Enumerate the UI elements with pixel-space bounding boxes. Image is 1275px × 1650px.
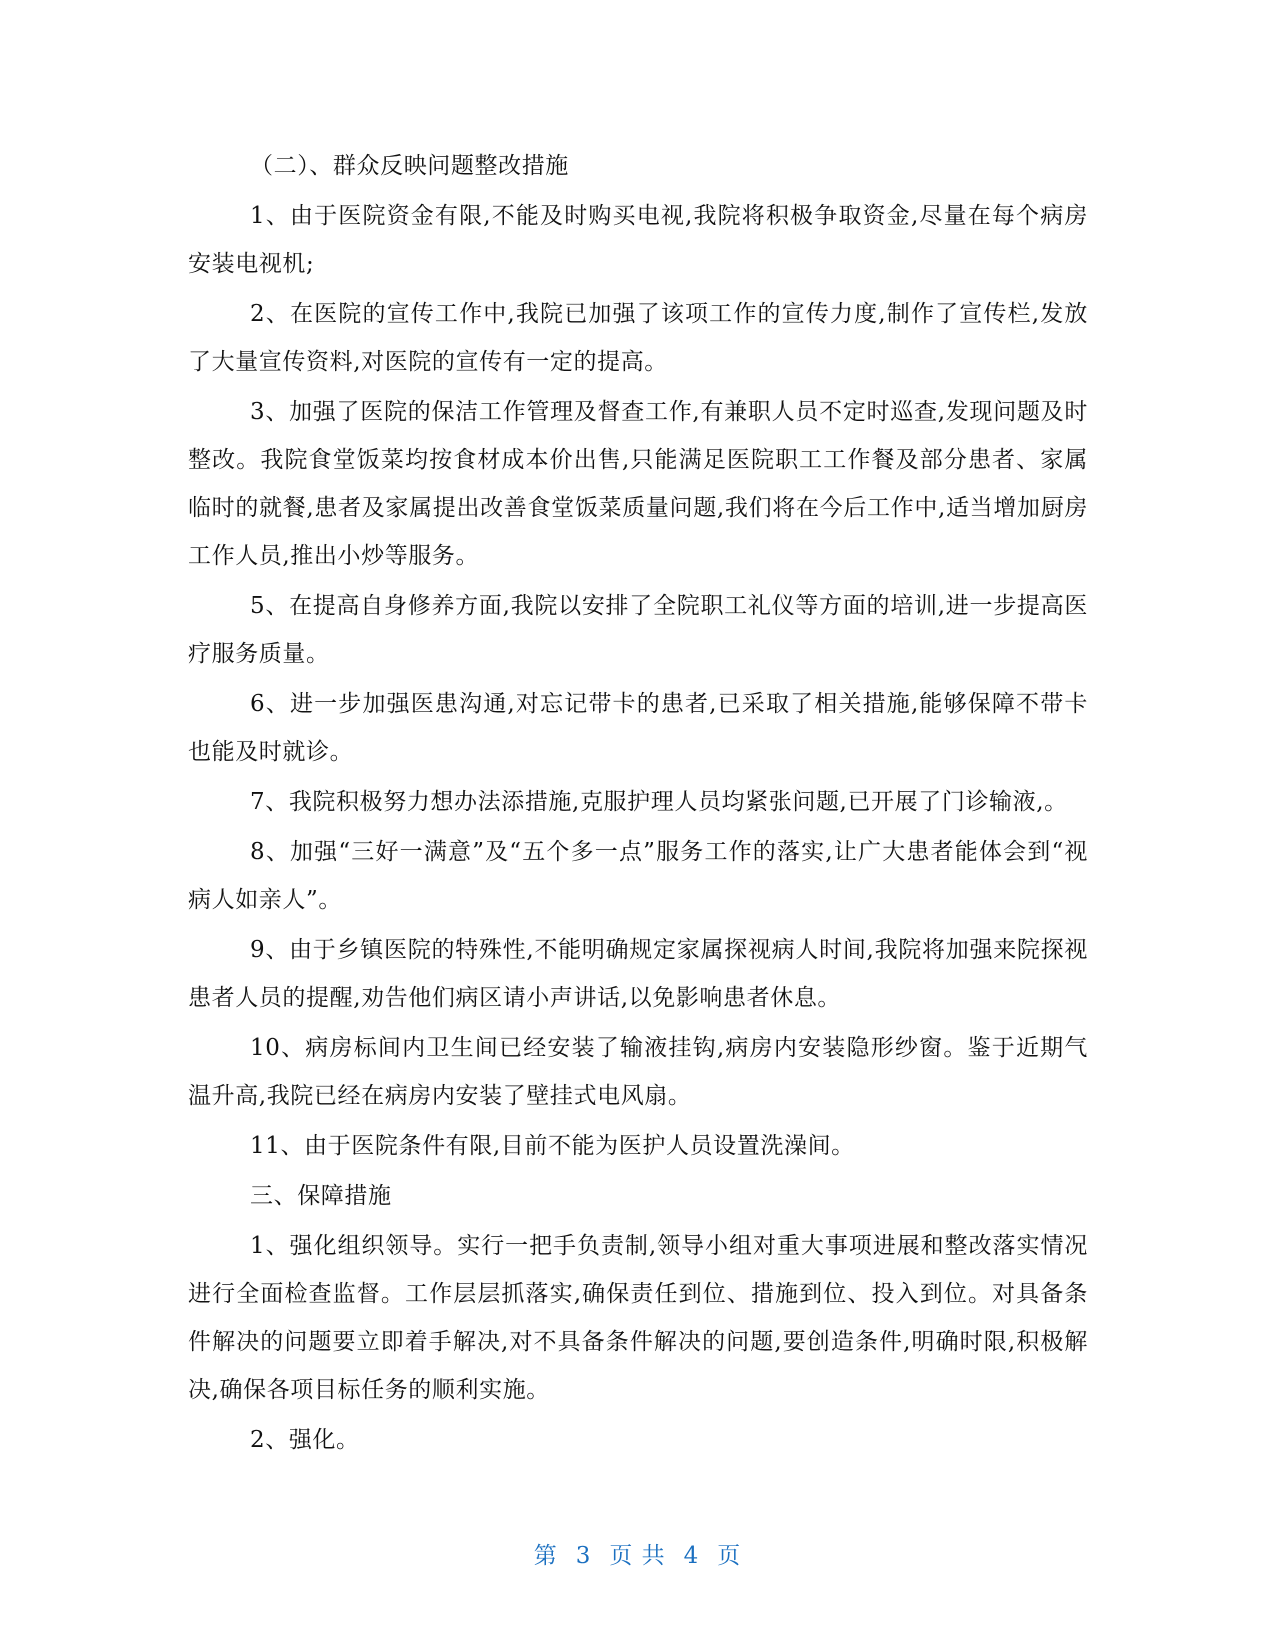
paragraph: 1、强化组织领导。实行一把手负责制,领导小组对重大事项进展和整改落实情况进行全面检查监督。工作层层抓落实,确保责任到位、措施到位、投入到位。对具备条件解决的问题要立即着手解决,对不具备条件解决的问题,要创造条件,明确时限,积极解决,确保各项目标任务的顺利实施。 — [188, 1233, 1088, 1403]
paragraph: 2、在医院的宣传工作中,我院已加强了该项工作的宣传力度,制作了宣传栏,发放了大量宣传资料,对医院的宣传有一定的提高。 — [188, 301, 1088, 375]
total-pages-number: 4 — [683, 1543, 700, 1569]
paragraph: 3、加强了医院的保洁工作管理及督查工作,有兼职人员不定时巡查,发现问题及时整改。我院食堂饭菜均按食材成本价出售,只能满足医院职工工作餐及部分患者、家属临时的就餐,患者及家属提出改善食堂饭菜质量问题,我们将在今后工作中,适当增加厨房工作人员,推出小炒等服务。 — [188, 399, 1088, 569]
current-page-number: 3 — [575, 1543, 592, 1569]
section-heading: 三、保障措施 — [250, 1183, 392, 1209]
paragraph: 5、在提高自身修养方面,我院以安排了全院职工礼仪等方面的培训,进一步提高医疗服务质量。 — [188, 593, 1088, 667]
paragraph: 1、由于医院资金有限,不能及时购买电视,我院将积极争取资金,尽量在每个病房安装电视机; — [188, 203, 1088, 277]
paragraph: 8、加强“三好一满意”及“五个多一点”服务工作的落实,让广大患者能体会到“视病人如亲人”。 — [188, 839, 1088, 913]
paragraph: 7、我院积极努力想办法添措施,克服护理人员均紧张问题,已开展了门诊输液,。 — [250, 789, 1068, 815]
paragraph: 9、由于乡镇医院的特殊性,不能明确规定家属探视病人时间,我院将加强来院探视患者人员的提醒,劝告他们病区请小声讲话,以免影响患者休息。 — [188, 937, 1088, 1011]
section-heading: （二）、群众反映问题整改措施 — [250, 153, 569, 179]
footer-prefix: 第 — [533, 1543, 558, 1569]
page-footer — [0, 1537, 1275, 1570]
paragraph: 11、由于医院条件有限,目前不能为医护人员设置洗澡间。 — [250, 1133, 855, 1159]
paragraph: 10、病房标间内卫生间已经安装了输液挂钩,病房内安装隐形纱窗。鉴于近期气温升高,我院已经在病房内安装了壁挂式电风扇。 — [188, 1035, 1088, 1109]
paragraph: 2、强化。 — [250, 1427, 360, 1453]
footer-middle: 页 共 — [609, 1543, 666, 1569]
footer-suffix: 页 — [717, 1543, 742, 1569]
document-body — [188, 142, 1088, 1466]
paragraph: 6、进一步加强医患沟通,对忘记带卡的患者,已采取了相关措施,能够保障不带卡也能及时就诊。 — [188, 691, 1088, 765]
